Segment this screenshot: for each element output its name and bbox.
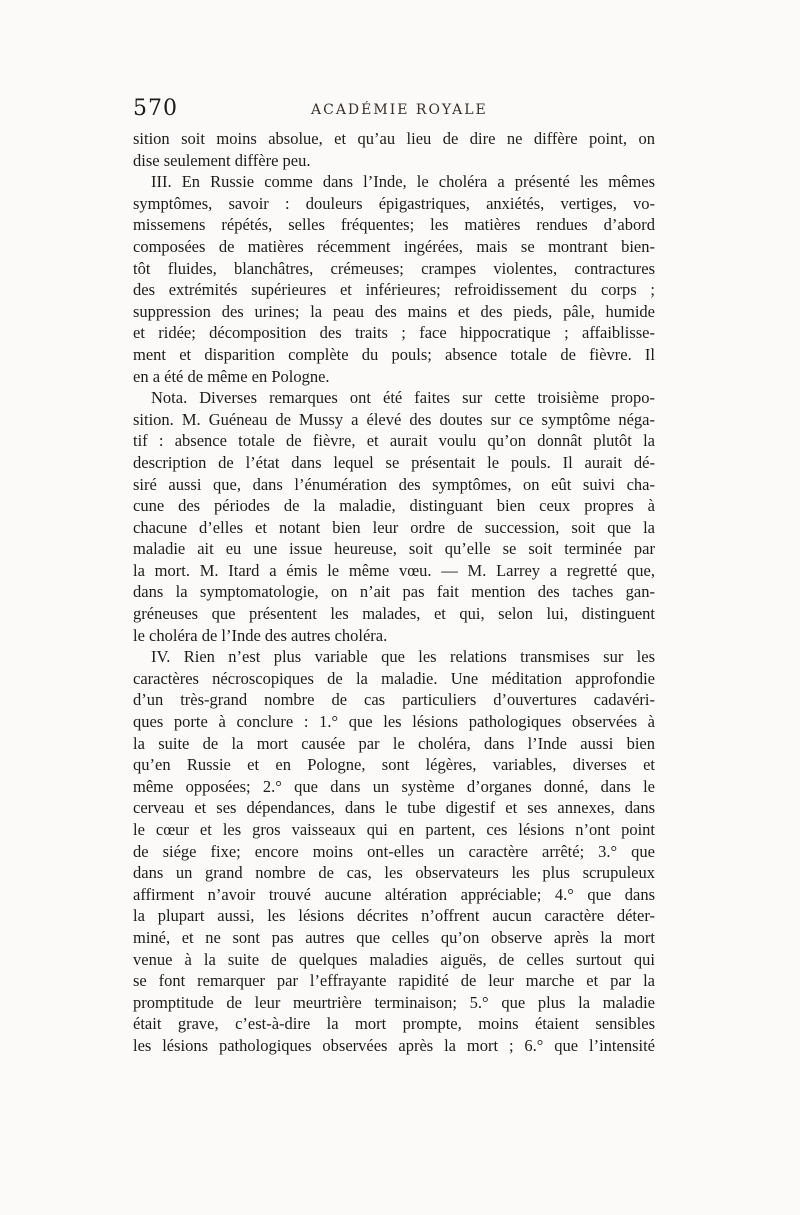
text-line: la plupart aussi, les lésions décrites n’offrent aucun caractère déter- [133,906,655,926]
text-line: était grave, c’est-à-dire la mort prompte, moins étaient sensibles [133,1014,655,1034]
page-number: 570 [133,96,178,121]
text-line: caractères nécroscopiques de la maladie. Une méditation approfondie [133,668,655,688]
text-line: se font remarquer par l’effrayante rapidité de leur marche et par la [133,971,655,991]
running-head: ACADÉMIE ROYALE [311,102,488,118]
text-line: maladie ait eu une issue heureuse, soit qu’elle se soit terminée par [133,539,655,559]
body-text [133,128,655,1057]
text-line: même opposées; 2.° que dans un système d’organes donné, dans le [133,776,655,796]
text-line: d’un très-grand nombre de cas particuliers d’ouvertures cadavéri- [133,690,655,710]
text-line: dise seulement diffère peu. [133,150,311,170]
text-line: affirment n’avoir trouvé aucune altération appréciable; 4.° que dans [133,884,655,904]
text-line: cune des périodes de la maladie, distinguant bien ceux propres à [133,496,655,516]
text-line: des extrémités supérieures et inférieures; refroidissement du corps ; [133,280,655,300]
text-line: le cœur et les gros vaisseaux qui en partent, ces lésions n’ont point [133,820,655,839]
text-line: description de l’état dans lequel se présentait le pouls. Il aurait dé- [133,452,655,472]
text-line: cerveau et ses dépendances, dans le tube digestif et ses annexes, dans [133,798,655,818]
text-line: suppression des urines; la peau des mains et des pieds, pâle, humide [133,301,655,321]
text-line: dans un grand nombre de cas, les observateurs les plus scrupuleux [133,863,655,883]
text-line: miné, et ne sont pas autres que celles qu’on observe après la mort [133,927,655,947]
text-line: IV. Rien n’est plus variable que les relations transmises sur les [151,647,655,667]
text-line: tif : absence totale de fièvre, et aurait voulu qu’on donnât plutôt la [133,431,655,451]
text-line: gréneuses que présentent les malades, et qui, selon lui, distinguent [133,604,655,624]
text-line: composées de matières récemment ingérées, mais se montrant bien- [133,236,655,256]
text-line: qu’en Russie et en Pologne, sont légères, variables, diverses et [133,755,655,775]
text-line: ment et disparition complète du pouls; absence totale de fièvre. Il [133,344,655,364]
text-line: sition soit moins absolue, et qu’au lieu de dire ne diffère point, on [133,129,655,148]
text-line: le choléra de l’Inde des autres choléra. [133,625,388,645]
text-line: symptômes, savoir : douleurs épigastriques, anxiétés, vertiges, vo- [133,193,655,213]
text-line: de siége fixe; encore moins ont-elles un caractère arrêté; 3.° que [133,841,655,861]
text-line: III. En Russie comme dans l’Inde, le choléra a présenté les mêmes [151,172,655,192]
text-line: la mort. M. Itard a émis le même vœu. — M. Larrey a regretté que, [133,560,655,580]
text-line: en a été de même en Pologne. [133,366,330,386]
text-line: siré aussi que, dans l’énumération des symptômes, on eût suivi cha- [133,474,655,494]
page-header [133,96,653,126]
text-line: Nota. Diverses remarques ont été faites sur cette troisième propo- [151,388,655,408]
text-line: sition. M. Guéneau de Mussy a élevé des doutes sur ce symptôme néga- [133,409,655,429]
text-line: la suite de la mort causée par le choléra, dans l’Inde aussi bien [133,733,655,753]
text-line: tôt fluides, blanchâtres, crémeuses; crampes violentes, contractures [133,258,655,278]
text-line: ques porte à conclure : 1.° que les lésions pathologiques observées à [133,712,655,732]
text-line: et ridée; décomposition des traits ; face hippocratique ; affaiblisse- [133,323,655,343]
text-line: missemens répétés, selles fréquentes; les matières rendues d’abord [133,215,655,235]
text-line: dans la symptomatologie, on n’ait pas fait mention des taches gan- [133,582,655,602]
text-line: venue à la suite de quelques maladies aiguës, de celles surtout qui [133,949,655,969]
text-line: les lésions pathologiques observées après la mort ; 6.° que l’intensité [133,1035,655,1055]
text-line: chacune d’elles et notant bien leur ordre de succession, soit que la [133,517,655,537]
text-line: promptitude de leur meurtrière terminaison; 5.° que plus la maladie [133,992,655,1012]
